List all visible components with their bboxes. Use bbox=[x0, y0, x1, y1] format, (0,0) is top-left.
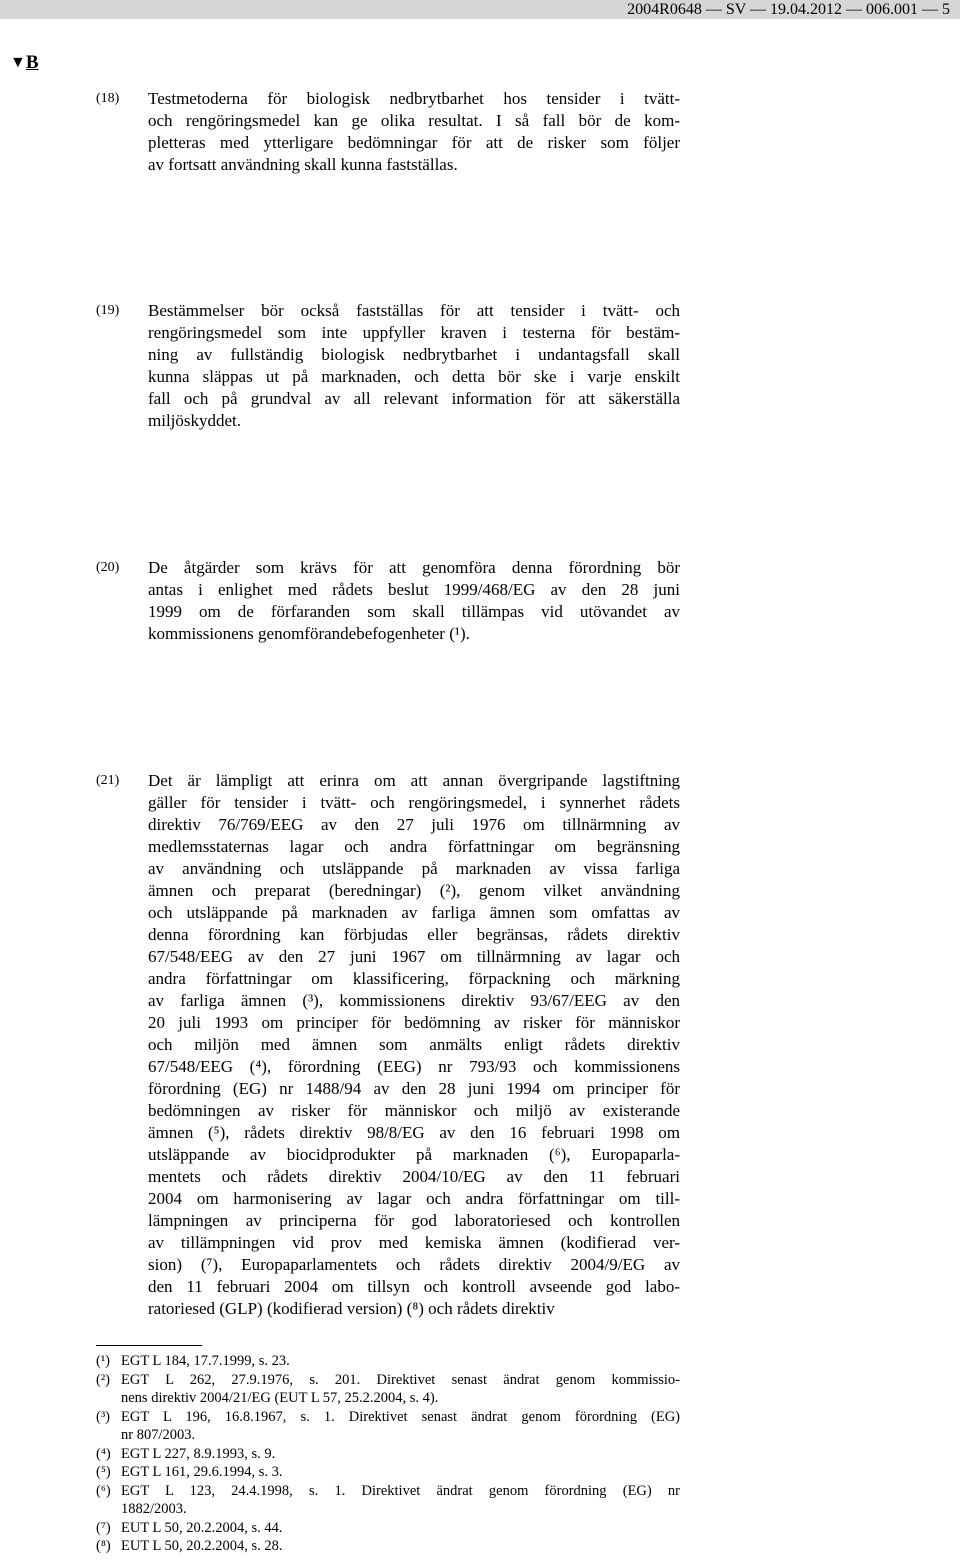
recital-text bbox=[148, 88, 680, 176]
footnote-marker: (⁷) bbox=[96, 1519, 111, 1536]
text-line: direktiv 76/769/EEG av den 27 juli 1976 om tillnärmning av bbox=[148, 815, 680, 834]
text-line: lämpningen av principerna för god laboratoriesed och kontrollen bbox=[148, 1211, 680, 1230]
text-line: 67/548/EEG (⁴), förordning (EEG) nr 793/93 och kommissionens bbox=[148, 1057, 680, 1076]
footnote-line: EUT L 50, 20.2.2004, s. 44. bbox=[121, 1519, 283, 1536]
recital-text bbox=[148, 770, 680, 1320]
text-line: Det är lämpligt att erinra om att annan övergripande lagstiftning bbox=[148, 771, 680, 790]
footnote bbox=[96, 1408, 680, 1445]
text-line: och rengöringsmedel kan ge olika resultat. I så fall bör de kom- bbox=[148, 111, 680, 130]
footnote-line: nr 807/2003. bbox=[121, 1427, 196, 1443]
text-line: av användning och utsläppande på marknaden av vissa farliga bbox=[148, 859, 680, 878]
text-line: pletteras med ytterligare bedömningar för att de risker som följer bbox=[148, 133, 680, 152]
text-line: förordning (EG) nr 1488/94 av den 28 juni 1994 om principer för bbox=[148, 1079, 680, 1098]
text-line: Testmetoderna för biologisk nedbrytbarhet hos tensider i tvätt- bbox=[148, 89, 680, 108]
text-line: 67/548/EEG av den 27 juni 1967 om tillnärmning av lagar och bbox=[148, 947, 680, 966]
footnote bbox=[96, 1482, 680, 1519]
text-line: kunna släppas ut på marknaden, och detta bör ske i varje enskilt bbox=[148, 367, 680, 386]
footnote-line: 1882/2003. bbox=[121, 1501, 187, 1517]
text-line: den 11 februari 2004 om tillsyn och kontroll avseende god labo- bbox=[148, 1277, 680, 1296]
footnote-line: EGT L 262, 27.9.1976, s. 201. Direktivet senast ändrat genom kommissio- bbox=[121, 1371, 680, 1388]
footnote-text bbox=[121, 1463, 680, 1482]
text-line: andra författningar om klassificering, förpackning och märkning bbox=[148, 969, 680, 988]
recital-number: (21) bbox=[96, 773, 120, 788]
text-line: utsläppande av biocidprodukter på marknaden (⁶), Europaparla- bbox=[148, 1145, 680, 1164]
text-line: av tillämpningen vid prov med kemiska ämnen (kodifierad ver- bbox=[148, 1233, 680, 1252]
footnote-text bbox=[121, 1371, 680, 1408]
recital-number: (18) bbox=[96, 91, 120, 106]
text-line: och utsläppande på marknaden av farliga ämnen som omfattas av bbox=[148, 903, 680, 922]
text-line: 1999 om de förfaranden som skall tillämpas vid utövandet av bbox=[148, 602, 680, 621]
footnote-marker: (⁶) bbox=[96, 1482, 111, 1499]
footnote-text bbox=[121, 1445, 680, 1464]
text-line: rengöringsmedel som inte uppfyller kraven i testerna för bestäm- bbox=[148, 323, 680, 342]
footnote bbox=[96, 1352, 680, 1371]
document-header-bar bbox=[0, 0, 960, 19]
footnote bbox=[96, 1445, 680, 1464]
recital bbox=[96, 88, 680, 176]
marker-code: B bbox=[25, 52, 39, 73]
document-header-text: 2004R0648 — SV — 19.04.2012 — 006.001 — 5 bbox=[627, 1, 950, 18]
text-line: De åtgärder som krävs för att genomföra denna förordning bör bbox=[148, 558, 680, 577]
footnote-marker: (¹) bbox=[96, 1353, 111, 1369]
footnotes-section bbox=[96, 1352, 680, 1556]
footnote-text bbox=[121, 1408, 680, 1445]
footnote-line: EGT L 161, 29.6.1994, s. 3. bbox=[121, 1464, 283, 1480]
footnote-text bbox=[121, 1519, 680, 1538]
text-line: ratoriesed (GLP) (kodifierad version) (⁸) och rådets direktiv bbox=[148, 1299, 555, 1318]
text-line: av farliga ämnen (³), kommissionens direktiv 93/67/EEG av den bbox=[148, 991, 680, 1010]
recital bbox=[96, 770, 680, 1320]
footnote-line: EGT L 123, 24.4.1998, s. 1. Direktivet ändrat genom förordning (EG) nr bbox=[121, 1482, 680, 1499]
footnote-line: nens direktiv 2004/21/EG (EUT L 57, 25.2.2004, s. 4). bbox=[121, 1390, 439, 1406]
text-line: bedömningen av risker för människor och miljö av existerande bbox=[148, 1101, 680, 1120]
footnote bbox=[96, 1519, 680, 1538]
footnote-text bbox=[121, 1537, 680, 1556]
text-line: ämnen (⁵), rådets direktiv 98/8/EG av den 16 februari 1998 om bbox=[148, 1123, 680, 1142]
text-line: 20 juli 1993 om principer för bedömning av risker för människor bbox=[148, 1013, 680, 1032]
footnote-text bbox=[121, 1482, 680, 1519]
text-line: gäller för tensider i tvätt- och rengöringsmedel, i synnerhet rådets bbox=[148, 793, 680, 812]
recital-text bbox=[148, 300, 680, 432]
text-line: ning av fullständig biologisk nedbrytbarhet i undantagsfall skall bbox=[148, 345, 680, 364]
text-line: sion) (⁷), Europaparlamentets och rådets direktiv 2004/9/EG av bbox=[148, 1255, 680, 1274]
text-line: Bestämmelser bör också fastställas för att tensider i tvätt- och bbox=[148, 301, 680, 320]
footnote-marker: (³) bbox=[96, 1408, 111, 1425]
recital-text bbox=[148, 557, 680, 645]
footnote-marker: (⁸) bbox=[96, 1538, 111, 1554]
footnote bbox=[96, 1463, 680, 1482]
text-line: 2004 om harmonisering av lagar och andra författningar om till- bbox=[148, 1189, 680, 1208]
footnote-text bbox=[121, 1352, 680, 1371]
text-line: antas i enlighet med rådets beslut 1999/468/EG av den 28 juni bbox=[148, 580, 680, 599]
text-line: av fortsatt användning skall kunna fastställas. bbox=[148, 155, 458, 174]
recital-number: (20) bbox=[96, 560, 120, 575]
text-line: medlemsstaternas lagar och andra författningar om begränsning bbox=[148, 837, 680, 856]
footnote-line: EUT L 50, 20.2.2004, s. 28. bbox=[121, 1538, 283, 1554]
footnote-marker: (⁴) bbox=[96, 1445, 111, 1462]
text-line: ämnen och preparat (beredningar) (²), genom vilket användning bbox=[148, 881, 680, 900]
text-line: och miljön med ämnen som anmälts enligt rådets direktiv bbox=[148, 1035, 680, 1054]
footnote-divider bbox=[96, 1345, 202, 1346]
footnote-marker: (⁵) bbox=[96, 1464, 111, 1480]
text-line: denna förordning kan förbjudas eller begränsas, rådets direktiv bbox=[148, 925, 680, 944]
footnote-marker: (²) bbox=[96, 1371, 111, 1388]
footnote-line: EGT L 184, 17.7.1999, s. 23. bbox=[121, 1353, 290, 1369]
footnote-line: EGT L 227, 8.9.1993, s. 9. bbox=[121, 1445, 276, 1462]
recital bbox=[96, 557, 680, 645]
footnote bbox=[96, 1537, 680, 1556]
text-line: miljöskyddet. bbox=[148, 411, 242, 430]
amendment-marker bbox=[10, 52, 39, 74]
recital-number: (19) bbox=[96, 303, 120, 318]
recital bbox=[96, 300, 680, 432]
marker-triangle-icon: ▼ bbox=[10, 54, 26, 71]
footnote-line: EGT L 196, 16.8.1967, s. 1. Direktivet senast ändrat genom förordning (EG) bbox=[121, 1408, 680, 1425]
text-line: kommissionens genomförandebefogenheter (¹). bbox=[148, 624, 470, 643]
text-line: fall och på grundval av all relevant information för att säkerställa bbox=[148, 389, 680, 408]
text-line: mentets och rådets direktiv 2004/10/EG av den 11 februari bbox=[148, 1167, 680, 1186]
footnote bbox=[96, 1371, 680, 1408]
